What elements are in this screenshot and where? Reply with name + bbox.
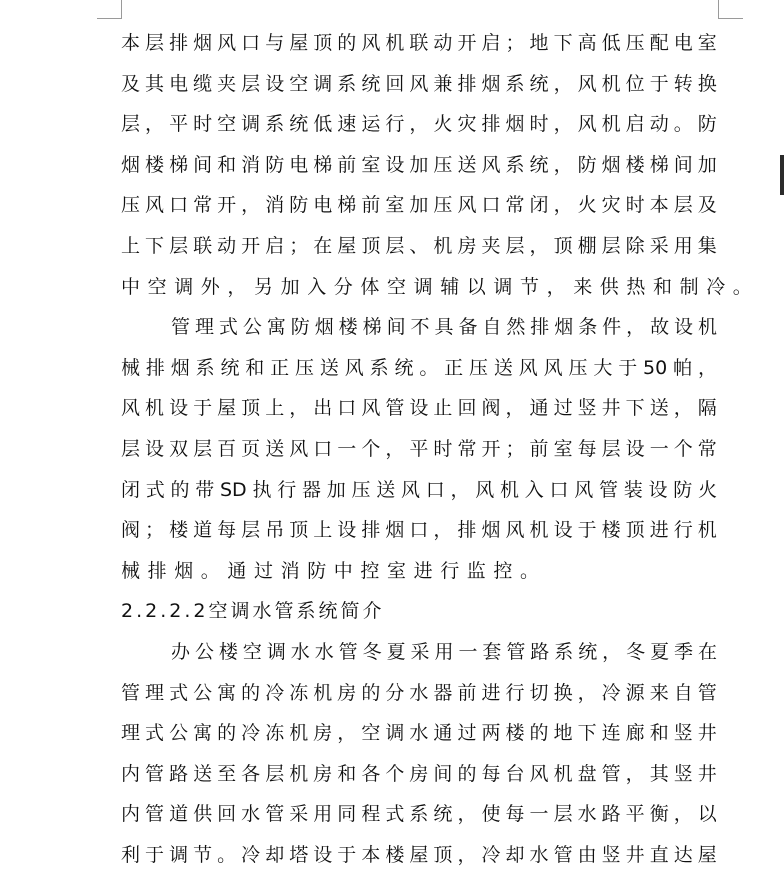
- text-line: 理 式 公 寓 的 冷 冻 机 房 ， 空 调 水 通 过 两 楼 的 地 下 连 廊 和 竖 井: [121, 722, 717, 745]
- scroll-position-marker[interactable]: [780, 155, 784, 195]
- text-line: 层 设 双 层 百 页 送 风 口 一 个 ， 平 时 常 开 ； 前 室 每 层 设 一 个 常: [121, 437, 717, 460]
- text-line: 及 其 电 缆 夹 层 设 空 调 系 统 回 风 兼 排 烟 系 统 ， 风 机 位 于 转 换: [121, 72, 717, 95]
- text-line: 械 排 烟 系 统 和 正 压 送 风 系 统 。 正 压 送 风 风 压 大 于 50 帕 ，: [121, 356, 717, 379]
- document-body-text: [121, 23, 760, 875]
- text-line: 管 理 式 公 寓 的 冷 冻 机 房 的 分 水 器 前 进 行 切 换 ， 冷 源 来 自 管: [121, 681, 717, 704]
- text-line: 管 理 式 公 寓 防 烟 楼 梯 间 不 具 备 自 然 排 烟 条 件 ， 故 设 机: [171, 316, 717, 339]
- text-line: 内 管 路 送 至 各 层 机 房 和 各 个 房 间 的 每 台 风 机 盘 管 ， 其 竖 井: [121, 762, 717, 785]
- margin-corner-mark-left: [97, 0, 122, 19]
- text-line: 闭 式 的 带 SD 执 行 器 加 压 送 风 口 ， 风 机 入 口 风 管 装 设 防 火: [121, 478, 717, 501]
- text-line: 械排烟。通过消防中控室进行监控。: [121, 559, 547, 582]
- text-line: 内 管 道 供 回 水 管 采 用 同 程 式 系 统 ， 使 每 一 层 水 路 平 衡 ， 以: [121, 803, 717, 826]
- text-line: 风 机 设 于 屋 顶 上 ， 出 口 风 管 设 止 回 阀 ， 通 过 竖 井 下 送 ， 隔: [121, 397, 717, 420]
- text-line: 上 下 层 联 动 开 启 ； 在 屋 顶 层 、 机 房 夹 层 ， 顶 棚 层 除 采 用 集: [121, 234, 717, 257]
- margin-corner-mark-right: [718, 0, 743, 19]
- text-line: 阀 ； 楼 道 每 层 吊 顶 上 设 排 烟 口 ， 排 烟 风 机 设 于 楼 顶 进 行 机: [121, 519, 717, 542]
- text-line: 层 ， 平 时 空 调 系 统 低 速 运 行 ， 火 灾 排 烟 时 ， 风 机 启 动 。 防: [121, 113, 717, 136]
- text-line: 利 于 调 节 。 冷 却 塔 设 于 本 楼 屋 顶 ， 冷 却 水 管 由 竖 井 直 达 屋: [121, 843, 717, 866]
- text-line: 压 风 口 常 开 ， 消 防 电 梯 前 室 加 压 风 口 常 闭 ， 火 灾 时 本 层 及: [121, 194, 717, 217]
- text-line: 办 公 楼 空 调 水 水 管 冬 夏 采 用 一 套 管 路 系 统 ， 冬 夏 季 在: [171, 640, 717, 663]
- text-line: 中空调外，另加入分体空调辅以调节，来供热和制冷。: [121, 275, 760, 298]
- text-line: 本 层 排 烟 风 口 与 屋 顶 的 风 机 联 动 开 启 ； 地 下 高 低 压 配 电 室: [121, 32, 717, 54]
- section-heading: 2.2.2.2空调水管系统简介: [121, 600, 385, 623]
- text-line: 烟 楼 梯 间 和 消 防 电 梯 前 室 设 加 压 送 风 系 统 ， 防 烟 楼 梯 间 加: [121, 153, 717, 176]
